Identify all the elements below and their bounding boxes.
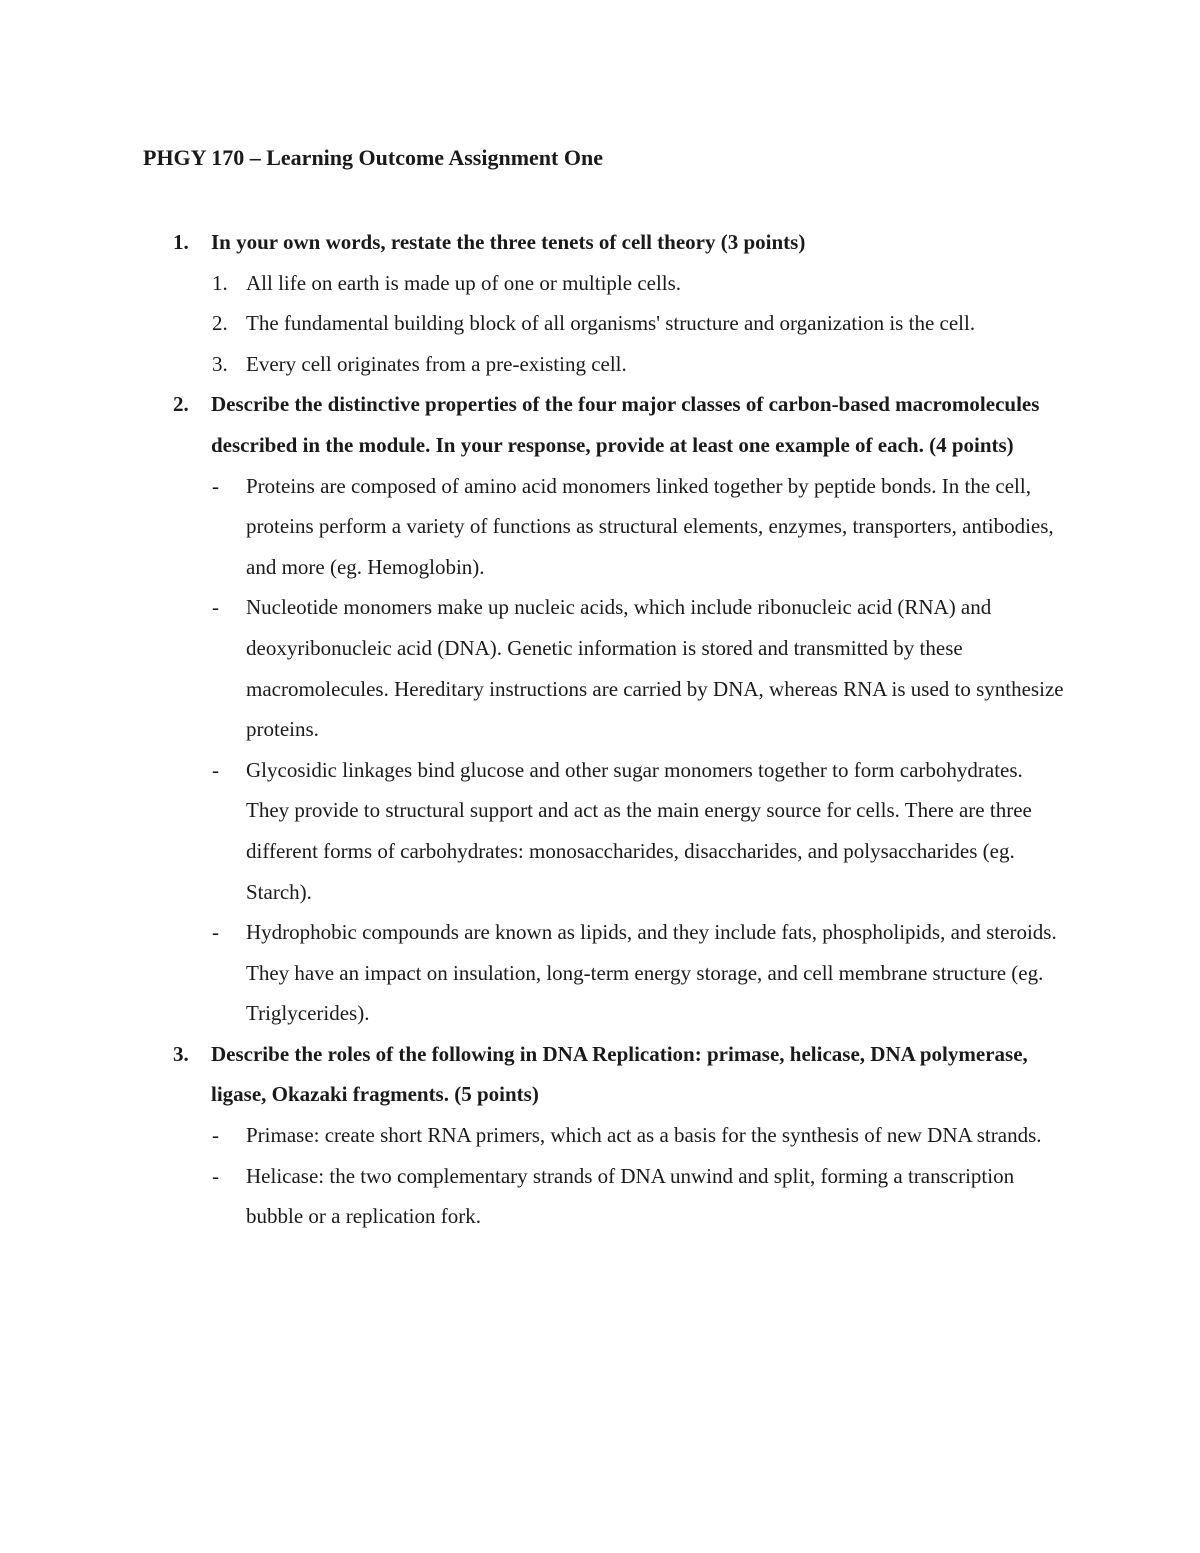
list-marker: 1. — [212, 270, 228, 295]
answer-item — [0, 303, 1200, 344]
list-marker: - — [212, 757, 219, 782]
answer-text: Primase: create short RNA primers, which act as a basis for the synthesis of new DNA strands. — [246, 1123, 1042, 1148]
answer-text: Every cell originates from a pre-existing cell. — [246, 351, 627, 376]
list-marker: - — [212, 920, 219, 945]
answer-item — [0, 344, 1200, 385]
question-list — [0, 222, 1200, 1237]
answer-item — [0, 1115, 1200, 1156]
question-2 — [0, 384, 1200, 465]
answer-text: All life on earth is made up of one or multiple cells. — [246, 270, 682, 295]
answer-text: Glycosidic linkages bind glucose and other sugar monomers together to form carbohydrates. They provide to structural support and act as the main energy source for cells. There are three different forms of carbohydrates: monosaccharides, disaccharides, and polysaccharides (eg. Starch). — [246, 757, 1032, 904]
question-text: Describe the roles of the following in DNA Replication: primase, helicase, DNA polymerase, ligase, Okazaki fragments. (5 points) — [211, 1041, 1028, 1107]
question-text: Describe the distinctive properties of the four major classes of carbon-based macromolecules described in the module. In your response, provide at least one example of each. (4 points) — [211, 392, 1040, 457]
answer-text: Nucleotide monomers make up nucleic acids, which include ribonucleic acid (RNA) and deoxyribonucleic acid (DNA). Genetic information is stored and transmitted by these macromolecules. Hereditary instructions are carried by DNA, whereas RNA is used to synthesize proteins. — [246, 595, 1064, 742]
answer-item — [0, 263, 1200, 304]
question-number: 3. — [173, 1041, 189, 1066]
answer-item — [0, 587, 1200, 749]
answer-text: Helicase: the two complementary strands of DNA unwind and split, forming a transcription bubble or a replication fork. — [246, 1163, 1015, 1229]
answer-text: Hydrophobic compounds are known as lipids, and they include fats, phospholipids, and steroids. They have an impact on insulation, long-term energy storage, and cell membrane structure (eg. Triglycerides). — [246, 920, 1057, 1026]
question-number: 1. — [173, 230, 189, 254]
answer-item — [0, 912, 1200, 1034]
document-title: PHGY 170 – Learning Outcome Assignment One — [143, 145, 603, 170]
answer-text: Proteins are composed of amino acid monomers linked together by peptide bonds. In the cell, proteins perform a variety of functions as structural elements, enzymes, transporters, antibodies, and more (eg. Hemoglobin). — [246, 473, 1054, 579]
list-marker: - — [212, 473, 219, 498]
answer-item — [0, 466, 1200, 588]
list-marker: 2. — [212, 311, 228, 336]
list-marker: - — [212, 1163, 219, 1188]
list-marker: - — [212, 595, 219, 620]
question-text: In your own words, restate the three tenets of cell theory (3 points) — [211, 230, 806, 254]
question-number: 2. — [173, 392, 189, 417]
answer-text: The fundamental building block of all organisms' structure and organization is the cell. — [246, 311, 976, 336]
question-1 — [0, 222, 1200, 263]
answer-item — [0, 750, 1200, 912]
question-3 — [0, 1034, 1200, 1115]
answer-item — [0, 1156, 1200, 1237]
list-marker: - — [212, 1123, 219, 1148]
list-marker: 3. — [212, 351, 228, 376]
